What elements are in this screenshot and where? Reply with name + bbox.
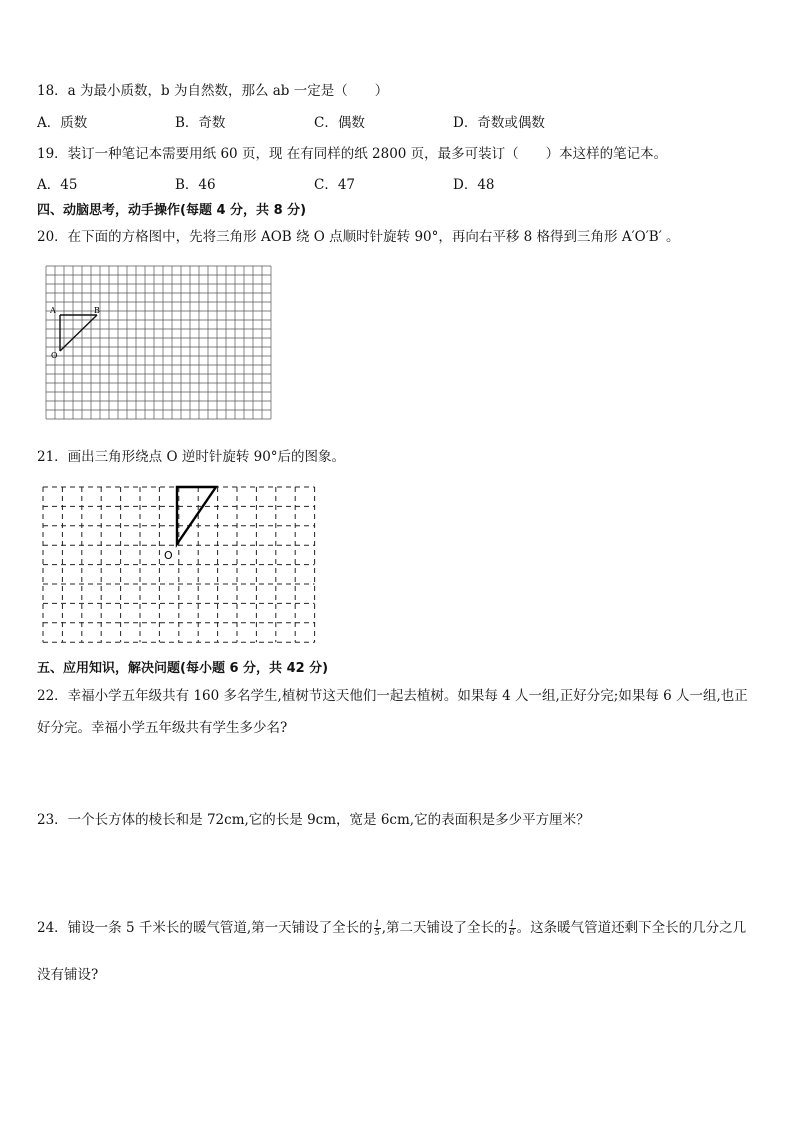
question-20-stem: 20．在下面的方格图中，先将三角形 AOB 绕 O 点顺时针旋转 90°，再向右平移 8 格得到三角形 A′O′B′ 。 xyxy=(37,229,680,245)
question-20-grid-figure xyxy=(40,264,272,426)
question-24-text-part-3: 。这条暖气管道还剩下全长的几分之几 xyxy=(516,920,747,936)
fraction-one-sixth: $\frac{1}{6}$ xyxy=(509,919,515,937)
question-21-dashed-grid-figure xyxy=(40,484,320,646)
question-18-stem: 18．a 为最小质数，b 为自然数，那么 ab 一定是（ ） xyxy=(37,83,389,99)
label-b: B xyxy=(94,306,100,315)
question-18-option-b: B．奇数 xyxy=(175,115,226,131)
question-19-stem: 19．装订一种笔记本需要用纸 60 页，现 在有同样的纸 2800 页，最多可装订（ ）本这样的笔记本。 xyxy=(37,146,668,162)
question-19-option-a: A．45 xyxy=(37,177,78,193)
question-19-option-b: B．46 xyxy=(175,177,216,193)
label-o: O xyxy=(51,351,58,360)
question-24-line-1 xyxy=(37,920,746,937)
label-a: A xyxy=(50,306,56,315)
question-23-stem: 23．一个长方体的棱长和是 72cm,它的长是 9cm，宽是 6cm,它的表面积是多少平方厘米？ xyxy=(37,812,590,828)
question-18-option-c: C．偶数 xyxy=(314,115,365,131)
question-22-line-2: 好分完。幸福小学五年级共有学生多少名? xyxy=(37,720,288,736)
question-19-option-c: C．47 xyxy=(314,177,356,193)
question-22-line-1: 22．幸福小学五年级共有 160 多名学生,植树节这天他们一起去植树。如果每 4 人一组,正好分完;如果每 6 人一组,也正 xyxy=(37,688,748,704)
triangle-aob-side-ob xyxy=(60,315,97,351)
question-18-option-d: D．奇数或偶数 xyxy=(453,115,545,131)
label-o: O xyxy=(164,549,173,562)
question-21-stem: 21．画出三角形绕点 O 逆时针旋转 90°后的图象。 xyxy=(37,449,346,465)
question-19-option-d: D．48 xyxy=(453,177,495,193)
fraction-one-fifth: $\frac{1}{5}$ xyxy=(374,919,380,937)
triangle-shape xyxy=(177,487,216,544)
question-24-line-2: 没有铺设? xyxy=(37,967,99,983)
question-24-text-part-2: ,第二天铺设了全长的 xyxy=(381,920,508,936)
section-5-title: 五、应用知识，解决问题(每小题 6 分，共 42 分) xyxy=(37,661,329,676)
section-4-title: 四、动脑思考，动手操作(每题 4 分，共 8 分) xyxy=(37,203,307,218)
question-24-text-part-1: 24．铺设一条 5 千米长的暖气管道,第一天铺设了全长的 xyxy=(37,920,373,936)
question-18-option-a: A．质数 xyxy=(37,115,88,131)
